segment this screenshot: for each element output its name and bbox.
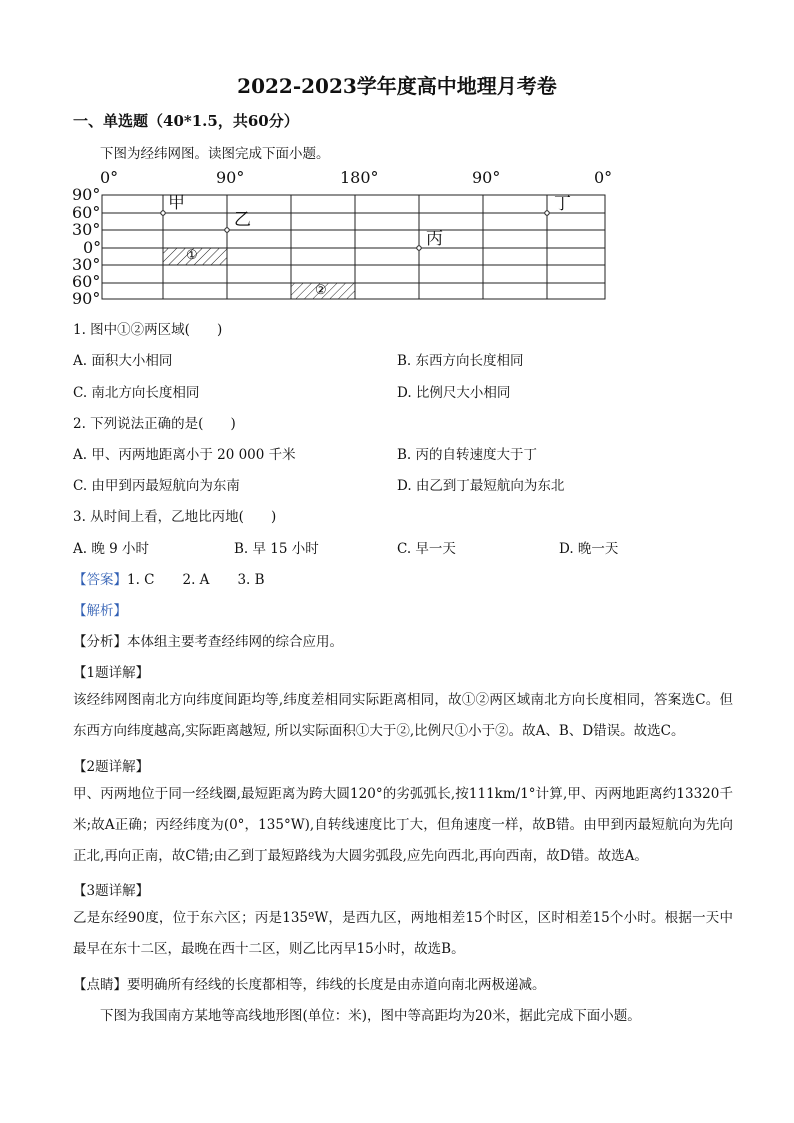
lon-label: 90° (216, 168, 245, 187)
question-3-option-d: D. 晚一天 (559, 541, 619, 557)
page-title: 2022-2023学年度高中地理月考卷 (237, 74, 557, 98)
answer-label: 【答案】 (73, 572, 127, 588)
analysis-label: 【解析】 (73, 603, 127, 619)
point-bing-label: 丙 (426, 229, 443, 249)
lat-label: 30° (72, 255, 101, 274)
question-2-option-c: C. 由甲到丙最短航向为东南 (73, 478, 240, 494)
answer-item: 1. C (127, 572, 155, 588)
fenxi-row (73, 630, 343, 650)
lon-label: 0° (100, 168, 119, 187)
answer-item: 3. B (237, 572, 265, 588)
fenxi-label: 【分析】 (73, 634, 127, 650)
answer-row (73, 568, 265, 588)
question-3-option-b: B. 早 15 小时 (234, 541, 319, 557)
detail-1-label: 【1题详解】 (73, 665, 150, 681)
question-3-stem: 3. 从时间上看，乙地比丙地( ) (73, 509, 277, 525)
lat-label: 90° (72, 289, 101, 308)
dianjing-row (73, 973, 546, 993)
lon-label: 180° (340, 168, 379, 187)
graticule-grid (70, 168, 630, 310)
lon-label: 90° (472, 168, 501, 187)
question-3-option-a: A. 晚 9 小时 (73, 541, 150, 557)
question-2-option-a: A. 甲、丙两地距离小于 20 000 千米 (73, 447, 296, 463)
section-heading: 一、单选题（40*1.5，共60分） (73, 112, 299, 130)
question-1-option-a: A. 面积大小相同 (73, 353, 173, 369)
lat-label: 60° (72, 203, 101, 222)
figure-intro: 下图为经纬网图。读图完成下面小题。 (100, 146, 330, 162)
detail-1-text: 该经纬网图南北方向纬度间距均等,纬度差相同实际距离相同，故①②两区域南北方向长度相同，答案选C。但东西方向纬度越高,实际距离越短, 所以实际面积①大于②,比例尺①小于②。故A、B、D错误。故选C。 (73, 692, 733, 739)
lon-label: 0° (594, 168, 613, 187)
lat-label: 60° (72, 272, 101, 291)
detail-2-text: 甲、丙两地位于同一经线圈,最短距离为跨大圆120°的劣弧弧长,按111km/1°计算,甲、丙两地距离约13320千米;故A正确；丙经纬度为(0°，135°W),自转线速度比丁大，但角速度一样，故B错。由甲到丙最短航向为先向正北,再向正南，故C错;由乙到丁最短路线为大圆劣弧段,应先向西北,再向西南，故D错。故选A。 (73, 786, 733, 864)
detail-2-label: 【2题详解】 (73, 759, 150, 775)
question-3-option-c: C. 早一天 (397, 541, 456, 557)
point-jia-label: 甲 (168, 193, 185, 213)
graticule-figure (70, 168, 630, 310)
lat-label: 30° (72, 220, 101, 239)
answer-item: 2. A (182, 572, 210, 588)
lat-label: 0° (83, 238, 102, 257)
point-bing-marker (417, 246, 421, 250)
dianjing-text: 要明确所有经线的长度都相等，纬线的长度是由赤道向南北两极递减。 (127, 977, 546, 993)
region-2-label: ② (315, 283, 327, 298)
dianjing-label: 【点睛】 (73, 977, 127, 993)
next-figure-intro: 下图为我国南方某地等高线地形图(单位：米)，图中等高距均为20米，据此完成下面小题。 (100, 1008, 641, 1024)
lat-label: 90° (72, 185, 101, 204)
detail-3-text: 乙是东经90度，位于东六区；丙是135ºW，是西九区，两地相差15个时区，区时相差15个小时。根据一天中最早在东十二区，最晚在西十二区，则乙比丙早15小时，故选B。 (73, 910, 733, 957)
point-yi-label: 乙 (234, 210, 251, 230)
region-1-label: ① (186, 248, 198, 263)
point-ding-marker (545, 211, 549, 215)
fenxi-text: 本体组主要考查经纬网的综合应用。 (127, 634, 343, 650)
question-1-stem: 1. 图中①②两区域( ) (73, 322, 223, 338)
question-2-option-d: D. 由乙到丁最短航向为东北 (397, 478, 565, 494)
question-2-option-b: B. 丙的自转速度大于丁 (397, 447, 538, 463)
point-jia-marker (161, 211, 165, 215)
question-1-option-c: C. 南北方向长度相同 (73, 385, 200, 401)
question-1-option-b: B. 东西方向长度相同 (397, 353, 524, 369)
point-yi-marker (225, 228, 229, 232)
question-2-stem: 2. 下列说法正确的是( ) (73, 416, 236, 432)
question-1-option-d: D. 比例尺大小相同 (397, 385, 511, 401)
point-ding-label: 丁 (554, 194, 571, 214)
detail-3-label: 【3题详解】 (73, 883, 150, 899)
